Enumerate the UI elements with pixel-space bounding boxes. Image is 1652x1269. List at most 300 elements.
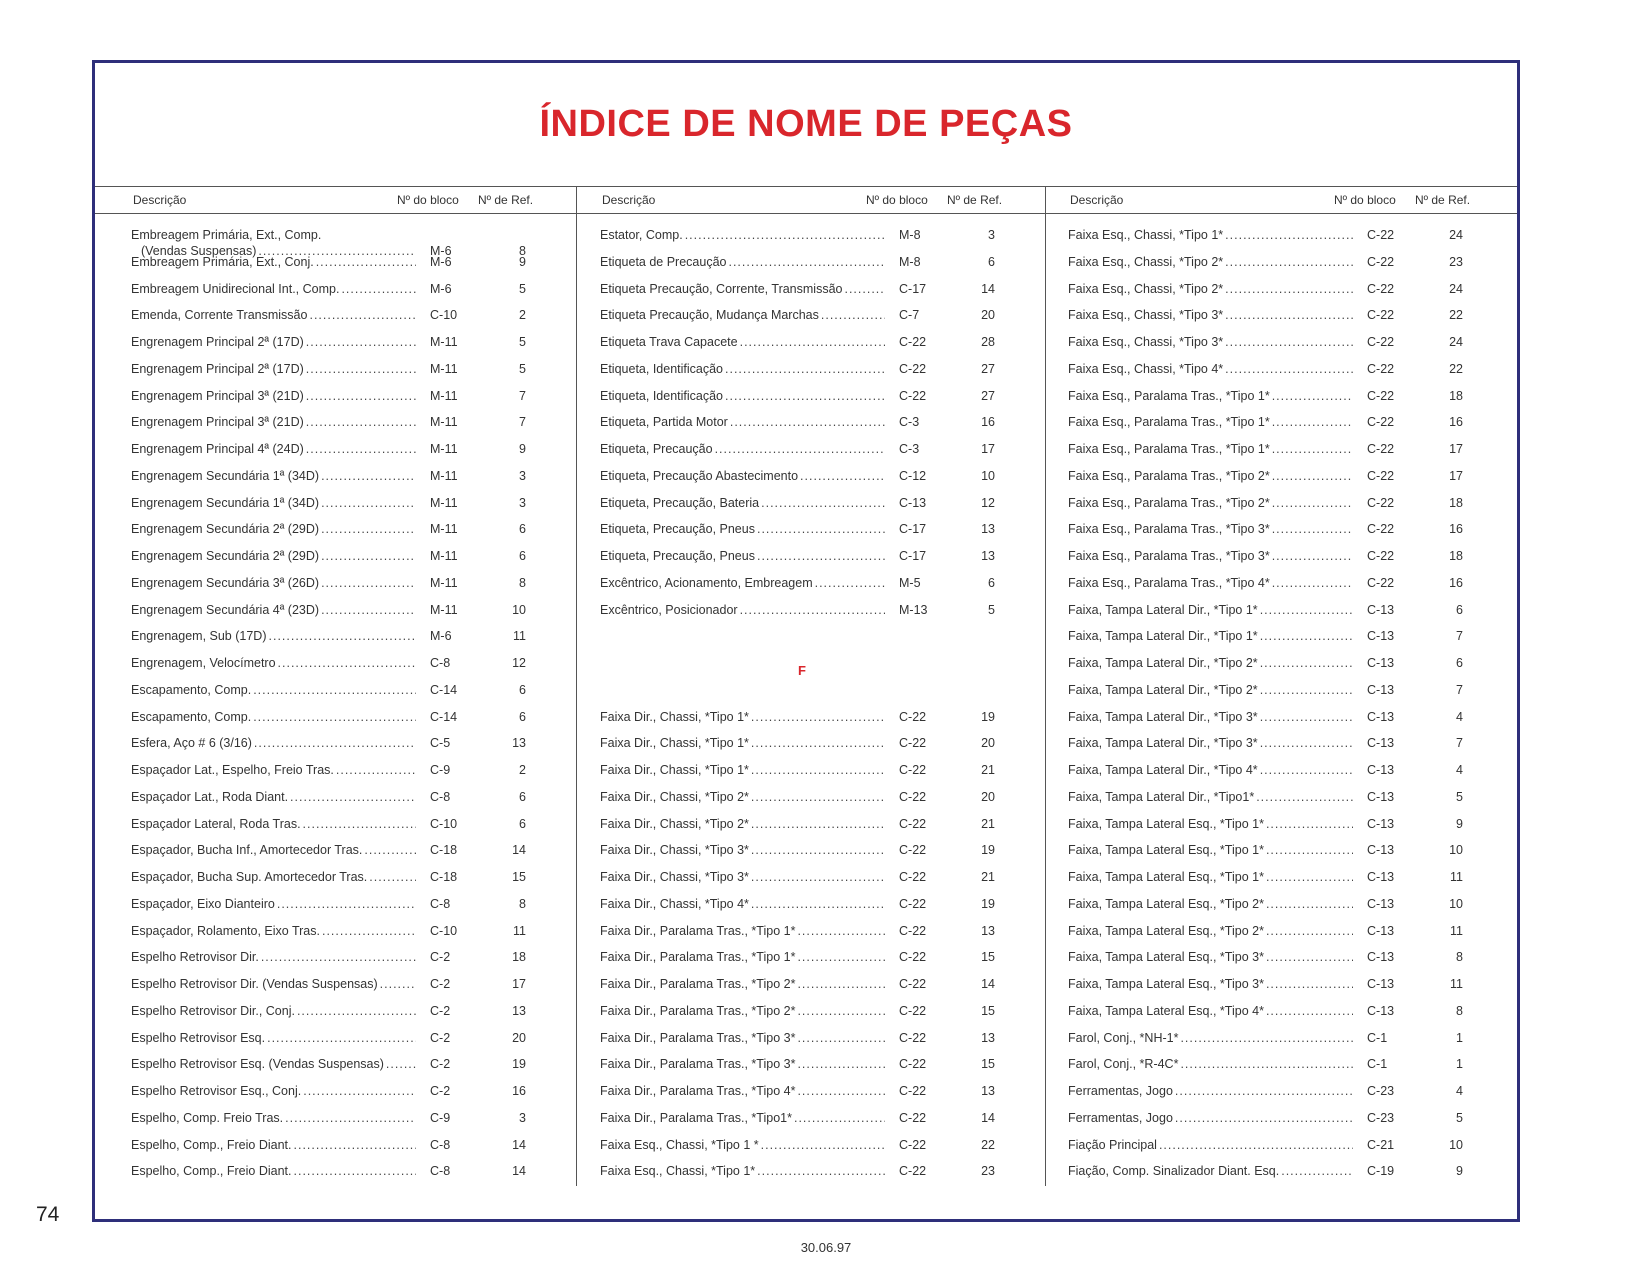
index-row-description: Espelho Retrovisor Dir. (Vendas Suspensas) [131, 977, 378, 991]
dot-leader [1225, 335, 1353, 349]
index-row-description: Faixa Dir., Paralama Tras., *Tipo 3* [600, 1057, 796, 1072]
index-row [600, 228, 1015, 244]
index-row-block: C-13 [1367, 923, 1395, 938]
index-row-ref: 5 [519, 335, 526, 349]
index-row-ref: 19 [512, 1057, 526, 1072]
index-row [131, 790, 546, 806]
index-row-ref: 16 [981, 415, 995, 430]
index-row-block: C-22 [1367, 495, 1395, 510]
index-row-block: C-2 [430, 1057, 451, 1072]
index-row-description: Excêntrico, Posicionador [600, 602, 738, 617]
index-row-block: C-13 [1367, 656, 1395, 670]
index-row-block: C-3 [899, 415, 920, 430]
dot-leader [1266, 924, 1353, 938]
dot-leader [306, 335, 416, 349]
index-row-description: Etiqueta, Precaução Abastecimento [600, 468, 799, 483]
index-row-ref: 15 [981, 1003, 995, 1018]
index-row-ref: 6 [519, 816, 526, 831]
index-row-block: M-11 [430, 388, 458, 403]
index-row [600, 977, 1015, 993]
index-row-ref: 10 [512, 602, 526, 617]
index-row-ref: 13 [981, 549, 995, 563]
dot-leader [1272, 496, 1353, 510]
index-row-block: C-2 [430, 977, 451, 991]
index-row-ref: 23 [981, 1164, 995, 1179]
index-row-ref: 15 [981, 950, 995, 965]
index-row-ref: 23 [1449, 254, 1463, 269]
index-row [131, 282, 546, 298]
index-row-ref: 27 [981, 361, 995, 376]
index-row-block: C-22 [1367, 549, 1395, 563]
index-row [1068, 683, 1483, 699]
index-row-block: C-2 [430, 1084, 451, 1098]
dot-leader [1266, 817, 1353, 831]
column-header-1 [133, 193, 553, 211]
index-row-block: C-3 [899, 442, 920, 456]
dot-leader [761, 1138, 885, 1152]
index-row [600, 1031, 1015, 1047]
index-row-ref: 9 [519, 442, 526, 456]
index-row-block: C-13 [899, 495, 927, 510]
index-row [1068, 817, 1483, 833]
index-row-ref: 17 [1449, 468, 1463, 483]
index-row-ref: 6 [519, 789, 526, 804]
header-description: Descrição [602, 193, 656, 207]
index-row [131, 629, 546, 645]
index-row-description: Faixa Dir., Paralama Tras., *Tipo 1* [600, 950, 796, 965]
index-row [600, 308, 1015, 324]
dot-leader [1260, 629, 1353, 643]
index-row-ref: 13 [512, 1003, 526, 1018]
index-row-description: Espaçador, Bucha Inf., Amortecedor Tras. [131, 843, 363, 858]
index-row [1068, 950, 1483, 966]
index-row [1068, 790, 1483, 806]
index-row-description: Faixa, Tampa Lateral Esq., *Tipo 4* [1068, 1003, 1264, 1018]
index-row-block: C-22 [899, 361, 927, 376]
index-row-block: M-6 [430, 629, 452, 644]
dot-leader [297, 1004, 416, 1018]
dot-leader [844, 282, 885, 296]
index-row-description: Esfera, Aço # 6 (3/16) [131, 736, 252, 751]
dot-leader [797, 1084, 885, 1098]
index-row-block: M-11 [430, 602, 458, 617]
dot-leader [254, 736, 416, 750]
dot-leader [1159, 1138, 1353, 1152]
column-header-2 [602, 193, 1022, 211]
dot-leader [1260, 710, 1353, 724]
index-row-block: C-22 [899, 1057, 927, 1072]
index-row-block: C-13 [1367, 789, 1395, 804]
column-header-3 [1070, 193, 1490, 211]
index-row-ref: 10 [1449, 896, 1463, 911]
index-row-description: Faixa Dir., Paralama Tras., *Tipo1* [600, 1110, 792, 1125]
index-row-ref: 15 [512, 870, 526, 884]
index-row-description: Faixa Dir., Chassi, *Tipo 2* [600, 789, 749, 804]
index-row-block: C-1 [1367, 1057, 1388, 1072]
index-row [1068, 496, 1483, 512]
dot-leader [1281, 1164, 1353, 1178]
dot-leader [1175, 1111, 1353, 1125]
index-row-description: Engrenagem Principal 4ª (24D) [131, 442, 304, 456]
index-row-description: Faixa, Tampa Lateral Dir., *Tipo 4* [1068, 763, 1258, 777]
index-row-block: C-17 [899, 549, 927, 563]
index-row-block: M-11 [430, 361, 458, 376]
index-row-description: Etiqueta, Precaução, Pneus [600, 522, 755, 537]
index-row-ref: 11 [513, 923, 526, 938]
header-top-rule [95, 186, 1517, 187]
index-row-description: Espaçador, Bucha Sup. Amortecedor Tras. [131, 870, 368, 884]
index-row [1068, 870, 1483, 886]
dot-leader [364, 843, 416, 857]
index-row [600, 817, 1015, 833]
index-row-description: Faixa Esq., Chassi, *Tipo 3* [1068, 335, 1224, 349]
dot-leader [290, 790, 416, 804]
index-row-block: C-17 [899, 522, 927, 537]
dot-leader [797, 1031, 885, 1045]
index-row-description: Farol, Conj., *NH-1* [1068, 1030, 1179, 1045]
index-row [600, 415, 1015, 431]
index-row-block: C-22 [1367, 575, 1395, 590]
dot-leader [815, 576, 885, 590]
index-row-block: M-13 [899, 602, 928, 617]
index-row-description: Etiqueta, Precaução, Pneus [600, 549, 755, 563]
index-row [600, 710, 1015, 726]
dot-leader [751, 790, 885, 804]
index-row-description: Etiqueta Precaução, Corrente, Transmissão [600, 281, 843, 296]
index-row-block: M-8 [899, 254, 921, 269]
index-row [131, 1164, 546, 1180]
dot-leader [797, 977, 885, 991]
index-row-block: C-7 [899, 308, 920, 323]
index-row [1068, 897, 1483, 913]
index-row [131, 1138, 546, 1154]
index-row [131, 442, 546, 458]
index-row-description: Espelho Retrovisor Esq., Conj. [131, 1084, 302, 1098]
index-row-description: Faixa Esq., Chassi, *Tipo 1* [600, 1164, 756, 1179]
index-row [600, 522, 1015, 538]
index-row [131, 710, 546, 726]
index-frame [92, 60, 1520, 1222]
index-row [131, 656, 546, 672]
index-row [1068, 522, 1483, 538]
index-row-ref: 7 [1456, 736, 1463, 751]
index-row-ref: 1 [1456, 1057, 1463, 1072]
index-row-block: C-13 [1367, 843, 1395, 858]
index-row-description: Faixa Dir., Chassi, *Tipo 3* [600, 870, 749, 884]
index-row-description: Faixa, Tampa Lateral Esq., *Tipo 3* [1068, 950, 1264, 965]
index-row [1068, 1164, 1483, 1180]
dot-leader [277, 897, 416, 911]
dot-leader [740, 603, 885, 617]
index-row [600, 950, 1015, 966]
index-row-description: Faixa Dir., Chassi, *Tipo 4* [600, 896, 749, 911]
dot-leader [267, 1031, 416, 1045]
index-row-ref: 16 [512, 1084, 526, 1098]
dot-leader [757, 522, 885, 536]
index-row [600, 469, 1015, 485]
index-row-block: C-10 [430, 816, 458, 831]
index-row-block: C-22 [899, 388, 927, 403]
index-row-ref: 24 [1449, 335, 1463, 349]
index-row-description: Faixa, Tampa Lateral Dir., *Tipo 3* [1068, 709, 1258, 724]
dot-leader [303, 817, 416, 831]
index-row-description: Emenda, Corrente Transmissão [131, 308, 308, 323]
dot-leader [1225, 228, 1353, 242]
dot-leader [309, 308, 416, 322]
index-row-description: Faixa, Tampa Lateral Dir., *Tipo 3* [1068, 736, 1258, 751]
index-row-description: Faixa Dir., Chassi, *Tipo 1* [600, 763, 749, 777]
index-row [131, 415, 546, 431]
index-row-ref: 11 [1450, 870, 1463, 884]
dot-leader [303, 1084, 416, 1098]
index-row-block: C-22 [899, 1030, 927, 1045]
index-row-block: C-8 [430, 896, 451, 911]
index-row-block: M-5 [899, 575, 921, 590]
index-row-ref: 6 [519, 549, 526, 563]
header-bottom-rule [95, 213, 1517, 214]
header-block: Nº do bloco [1334, 193, 1396, 207]
index-row [131, 362, 546, 378]
index-row-block: C-22 [1367, 361, 1395, 376]
dot-leader [751, 710, 885, 724]
index-row-ref: 22 [1449, 308, 1463, 323]
index-row [131, 843, 546, 859]
index-row-ref: 6 [519, 682, 526, 697]
index-row-block: C-13 [1367, 977, 1395, 991]
index-row-ref: 18 [512, 950, 526, 965]
dot-leader [341, 282, 416, 296]
index-row [600, 1164, 1015, 1180]
index-row-description: Etiqueta, Precaução [600, 442, 713, 456]
index-row-ref: 4 [1456, 1084, 1463, 1098]
index-row [1068, 362, 1483, 378]
dot-leader [1180, 1057, 1353, 1071]
index-row-description: Engrenagem Secundária 3ª (26D) [131, 575, 320, 590]
dot-leader [1272, 522, 1353, 536]
index-row [131, 522, 546, 538]
index-row [131, 1084, 546, 1100]
index-row-block: C-22 [899, 977, 927, 991]
index-row [1068, 656, 1483, 672]
index-row-block: C-22 [1367, 308, 1395, 323]
dot-leader [306, 442, 416, 456]
index-row-ref: 16 [1449, 415, 1463, 430]
index-row [600, 496, 1015, 512]
index-row-block: C-22 [899, 843, 927, 858]
index-row [600, 255, 1015, 271]
index-row [131, 469, 546, 485]
index-row [1068, 924, 1483, 940]
index-row-block: C-23 [1367, 1110, 1395, 1125]
index-row [600, 389, 1015, 405]
index-row-ref: 14 [512, 843, 526, 858]
index-row [1068, 576, 1483, 592]
index-row-ref: 15 [981, 1057, 995, 1072]
dot-leader [306, 389, 416, 403]
dot-leader [261, 950, 416, 964]
index-row-ref: 13 [981, 522, 995, 537]
index-row-description: Etiqueta Precaução, Mudança Marchas [600, 308, 819, 323]
index-row-block: C-5 [430, 736, 451, 751]
index-row [131, 1111, 546, 1127]
index-row-ref: 7 [1456, 682, 1463, 697]
dot-leader [725, 362, 885, 376]
dot-leader [715, 442, 885, 456]
index-row-description: Embreagem Primária, Ext., Conj. [131, 254, 314, 269]
index-row-description: Faixa Esq., Chassi, *Tipo 4* [1068, 361, 1224, 376]
index-row [600, 870, 1015, 886]
index-row-description: Faixa, Tampa Lateral Dir., *Tipo1* [1068, 789, 1255, 804]
dot-leader [751, 897, 885, 911]
index-row [1068, 763, 1483, 779]
index-row [1068, 1057, 1483, 1073]
index-row-description: Faixa Dir., Paralama Tras., *Tipo 4* [600, 1084, 796, 1098]
dot-leader [369, 870, 416, 884]
page-number: 74 [36, 1203, 60, 1226]
dot-leader [1266, 870, 1353, 884]
index-row-ref: 7 [1456, 629, 1463, 644]
index-row-description: Espelho Retrovisor Esq. [131, 1030, 266, 1045]
index-row-description: Espaçador, Eixo Dianteiro [131, 896, 275, 911]
index-row-description: Fiação, Comp. Sinalizador Diant. Esq. [1068, 1164, 1280, 1179]
index-row [600, 843, 1015, 859]
index-row-block: C-22 [899, 736, 927, 751]
index-row-block: C-8 [430, 789, 451, 804]
header-block: Nº do bloco [866, 193, 928, 207]
index-row-ref: 5 [519, 281, 526, 296]
index-row [131, 924, 546, 940]
index-row-block: C-18 [430, 843, 458, 858]
index-row-description: Espelho Retrovisor Esq. (Vendas Suspensas) [131, 1057, 384, 1072]
index-row-description: Etiqueta Trava Capacete [600, 335, 738, 349]
index-row-ref: 13 [981, 1030, 995, 1045]
index-row-ref: 13 [512, 736, 526, 751]
index-row-block: C-22 [1367, 522, 1395, 537]
dot-leader [1272, 389, 1353, 403]
index-row-block: C-8 [430, 1164, 451, 1179]
index-row-description: Faixa, Tampa Lateral Esq., *Tipo 1* [1068, 816, 1264, 831]
index-row [1068, 710, 1483, 726]
index-row-block: C-18 [430, 870, 458, 884]
dot-leader [1180, 1031, 1353, 1045]
dot-leader [751, 736, 885, 750]
column-divider-2 [1045, 186, 1046, 1186]
dot-leader [751, 763, 885, 777]
index-row-description: Etiqueta, Precaução, Bateria [600, 495, 760, 510]
dot-leader [794, 1111, 885, 1125]
index-row-description: Etiqueta, Identificação [600, 361, 723, 376]
index-row-description: Faixa Esq., Paralama Tras., *Tipo 1* [1068, 388, 1270, 403]
index-row-ref: 19 [981, 896, 995, 911]
index-row-block: C-19 [1367, 1164, 1395, 1179]
dot-leader [1225, 255, 1353, 269]
index-row-description: Estator, Comp. [600, 228, 683, 242]
index-row-description: Faixa Esq., Chassi, *Tipo 1* [1068, 228, 1224, 242]
index-row-ref: 14 [981, 281, 995, 296]
dot-leader [1260, 736, 1353, 750]
index-row-description: Faixa Dir., Chassi, *Tipo 1* [600, 709, 749, 724]
section-letter-f: F [798, 663, 806, 678]
index-row [1068, 308, 1483, 324]
index-row-ref: 8 [519, 575, 526, 590]
index-row-block: C-8 [430, 1137, 451, 1152]
index-row-ref: 22 [1449, 361, 1463, 376]
index-row-description: Faixa Dir., Paralama Tras., *Tipo 1* [600, 923, 796, 938]
index-row-ref: 6 [519, 709, 526, 724]
index-row-ref: 14 [981, 977, 995, 991]
index-row [131, 817, 546, 833]
index-row [600, 736, 1015, 752]
index-row [1068, 1004, 1483, 1020]
index-row-ref: 10 [1449, 1137, 1463, 1152]
index-row [131, 255, 546, 271]
index-row-ref: 7 [519, 415, 526, 430]
dot-leader [321, 496, 416, 510]
index-row-block: C-22 [899, 1137, 927, 1152]
index-row-ref: 6 [1456, 656, 1463, 670]
column-divider-1 [576, 186, 577, 1186]
index-row-ref: 6 [1456, 602, 1463, 617]
index-row [131, 977, 546, 993]
index-row-block: C-9 [430, 1110, 451, 1125]
index-row [1068, 977, 1483, 993]
index-row [131, 950, 546, 966]
dot-leader [1266, 977, 1353, 991]
dot-leader [1272, 415, 1353, 429]
index-row-ref: 5 [519, 361, 526, 376]
index-row-description: Etiqueta de Precaução [600, 254, 727, 269]
index-row [131, 683, 546, 699]
index-row-description: Engrenagem Principal 3ª (21D) [131, 415, 304, 430]
dot-leader [316, 255, 416, 269]
index-row-description: Faixa Esq., Chassi, *Tipo 2* [1068, 254, 1224, 269]
index-row-block: C-12 [899, 468, 927, 483]
index-row-ref: 18 [1449, 549, 1463, 563]
dot-leader [797, 1004, 885, 1018]
index-row [131, 1004, 546, 1020]
index-row-ref: 17 [981, 442, 995, 456]
index-row-block: C-22 [899, 1003, 927, 1018]
dot-leader [321, 522, 416, 536]
index-row-description: Faixa Esq., Paralama Tras., *Tipo 2* [1068, 495, 1270, 510]
index-row [600, 1084, 1015, 1100]
index-row-ref: 5 [988, 602, 995, 617]
index-row [1068, 442, 1483, 458]
index-row-ref: 27 [981, 388, 995, 403]
index-row-description: Etiqueta, Partida Motor [600, 415, 728, 430]
index-row-ref: 6 [988, 575, 995, 590]
index-row-ref: 4 [1456, 709, 1463, 724]
index-row [600, 1057, 1015, 1073]
index-row-ref: 3 [519, 468, 526, 483]
index-row-description: Espaçador Lat., Roda Diant. [131, 789, 289, 804]
index-row-block: M-6 [430, 281, 452, 296]
index-row-block: M-11 [430, 495, 458, 510]
index-row [131, 1031, 546, 1047]
index-row-block: C-2 [430, 950, 451, 965]
index-row-ref: 18 [1449, 495, 1463, 510]
dot-leader [253, 710, 416, 724]
index-row-ref: 21 [981, 870, 995, 884]
index-row-description: Engrenagem Secundária 1ª (34D) [131, 495, 320, 510]
index-row-description: Engrenagem, Sub (17D) [131, 629, 267, 644]
index-row-block: C-14 [430, 682, 458, 697]
index-row-ref: 22 [981, 1137, 995, 1152]
dot-leader [1272, 576, 1353, 590]
index-row-description: Embreagem Unidirecional Int., Comp. [131, 281, 340, 296]
index-row [1068, 335, 1483, 351]
index-row [1068, 736, 1483, 752]
